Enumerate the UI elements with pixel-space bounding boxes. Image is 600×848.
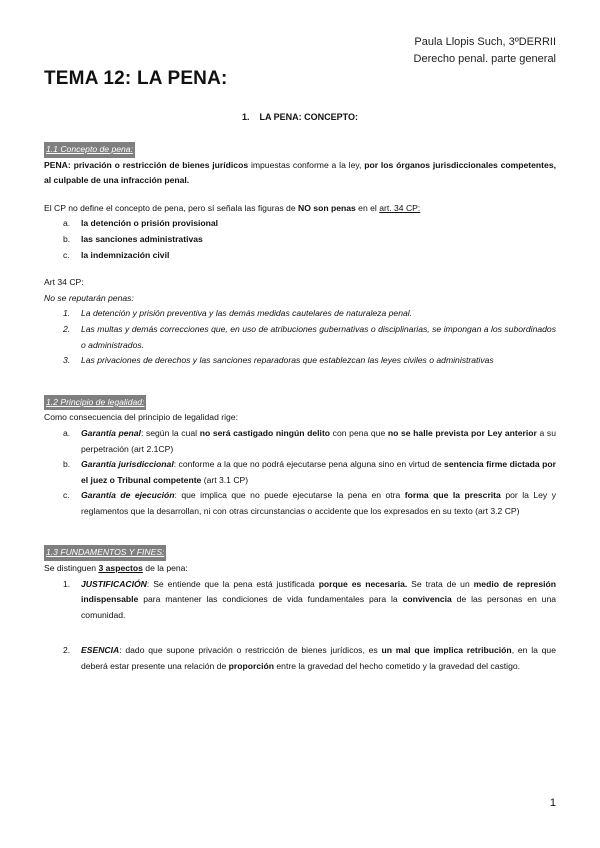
art34-intro: No se reputarán penas: (44, 292, 134, 303)
bold-run: no se halle prevista por Ley anterior (387, 427, 537, 438)
subsection-1-1-heading: 1.1 Concepto de pena: (44, 142, 135, 158)
list-marker: 2. (63, 645, 71, 656)
aspect-term: ESENCIA (81, 645, 120, 656)
text-run: : Se entiende que la pena está justificada (146, 578, 319, 589)
fundamentos-intro (44, 561, 556, 577)
cp-text-b: NO son penas (298, 202, 356, 213)
bold-run: proporción (228, 661, 274, 672)
garantias-list (44, 426, 556, 520)
list-item (44, 353, 556, 369)
list-marker: 3. (63, 355, 71, 366)
bold-run: sentencia firme dictada por el juez o Tribunal competente (81, 459, 556, 485)
bold-run: 3 aspectos (98, 563, 143, 574)
page-title: TEMA 12: LA PENA: (44, 68, 228, 89)
list-marker: a. (63, 427, 71, 438)
text-run: Se distinguen (44, 563, 99, 574)
header-author: Paula Llopis Such, 3ºDERRII (414, 36, 556, 48)
bold-run: convivencia (402, 594, 452, 605)
garantia-term: Garantía penal (81, 427, 141, 438)
subsection-1-3-heading: 1.3 FUNDAMENTOS Y FINES: (44, 545, 166, 561)
text-run: : según la cual (140, 427, 200, 438)
list-marker: 2. (63, 323, 71, 334)
page-number: 1 (549, 797, 556, 809)
cp-text-a: El CP no define el concepto de pena, pero sí señala las figuras de (44, 202, 299, 213)
def-bold-1: : privación o restricción de bienes jurídicos (67, 159, 249, 170)
garantia-term: Garantía jurisdiccional (81, 459, 174, 470)
list-item (44, 426, 556, 457)
cp-paragraph (44, 201, 556, 217)
list-item (44, 248, 556, 264)
text-run: entre la gravedad del hecho cometido y la gravedad del castigo. (274, 661, 521, 672)
garantia-term: Garantía de ejecución (81, 490, 175, 501)
def-term: PENA (44, 159, 68, 170)
text-run: por la Ley y reglamentos que la desarrollan, ni con otras circunstancias o accidente que los expresados en su texto (art 3.2 CP) (81, 490, 556, 516)
section-1-number: 1. (241, 112, 250, 122)
text-run: : que implica que no puede ejecutarse la pena en otra (174, 490, 405, 501)
list-marker: c. (63, 249, 70, 260)
text-run: : conforme a la que no podrá ejecutarse pena alguna sino en virtud de (173, 459, 445, 470)
cp-text-d: art. 34 CP: (379, 202, 421, 213)
text-run: con pena que (330, 427, 388, 438)
section-1-title: LA PENA: CONCEPTO: (259, 112, 359, 122)
list-marker: c. (63, 490, 70, 501)
list-item (44, 216, 556, 232)
bold-run: forma que la prescrita (404, 490, 501, 501)
not-penas-list (44, 216, 556, 263)
list-item-text: Las multas y demás correcciones que, en uso de atribuciones gubernativas o disciplinarias, se impongan a los subordinados o administrados. (81, 323, 556, 350)
pena-definition (44, 158, 556, 189)
list-item (44, 322, 556, 353)
list-item (44, 577, 556, 624)
list-marker: 1. (63, 578, 71, 589)
cp-text-c: en el (355, 202, 380, 213)
text-run: a su perpetración (art 2.1CP) (81, 427, 556, 454)
bold-run: medio de represión indispensable (81, 578, 556, 605)
text-run: Se trata de un (407, 578, 474, 589)
page-header (414, 34, 556, 68)
legalidad-intro: Como consecuencia del principio de legalidad rige: (44, 412, 238, 423)
bold-run: porque es necesaria. (318, 578, 408, 589)
list-marker: b. (63, 459, 71, 470)
section-1-heading (0, 112, 600, 122)
bold-run: un mal que implica retribución (381, 645, 512, 656)
text-run: , en la que deberá estar presente una relación de (81, 645, 556, 672)
subsection-1-2-heading: 1.2 Principio de legalidad: (44, 395, 146, 411)
list-item-text: la detención o prisión provisional (81, 218, 219, 229)
list-item (44, 457, 556, 488)
list-item-text: La detención y prisión preventiva y las demás medidas cautelares de naturaleza penal. (81, 308, 413, 319)
text-run: de la pena: (142, 563, 188, 574)
list-marker: a. (63, 218, 71, 229)
art34-label: Art 34 CP: (44, 277, 84, 288)
header-subject: Derecho penal. parte general (413, 53, 556, 65)
list-item (44, 306, 556, 322)
def-normal-1: impuestas conforme a la ley, (248, 159, 365, 170)
bold-run: no será castigado ningún delito (199, 427, 331, 438)
text-run: para mantener las condiciones de vida fundamentales para la (138, 594, 403, 605)
art34-list (44, 306, 556, 368)
list-item-text: las sanciones administrativas (81, 233, 203, 244)
list-item (44, 643, 556, 674)
list-spacer (44, 623, 556, 643)
def-bold-2: por los órganos jurisdiccionales competentes, al culpable de una infracción penal. (44, 159, 556, 186)
text-run: (art 3.1 CP) (201, 474, 249, 485)
aspect-term: JUSTIFICACIÓN (81, 578, 147, 589)
list-marker: b. (63, 233, 71, 244)
document-body (44, 140, 556, 675)
list-item-text: Las privaciones de derechos y las sanciones reparadoras que establezcan las leyes civiles o administrativas (81, 355, 494, 366)
list-item (44, 232, 556, 248)
text-run: : dado que supone privación o restricción de bienes jurídicos, es (119, 645, 382, 656)
fundamentos-list (44, 577, 556, 675)
text-run: de las personas en una comunidad. (81, 594, 556, 620)
list-marker: 1. (63, 308, 71, 319)
list-item-text: la indemnización civil (81, 249, 170, 260)
list-item (44, 488, 556, 519)
